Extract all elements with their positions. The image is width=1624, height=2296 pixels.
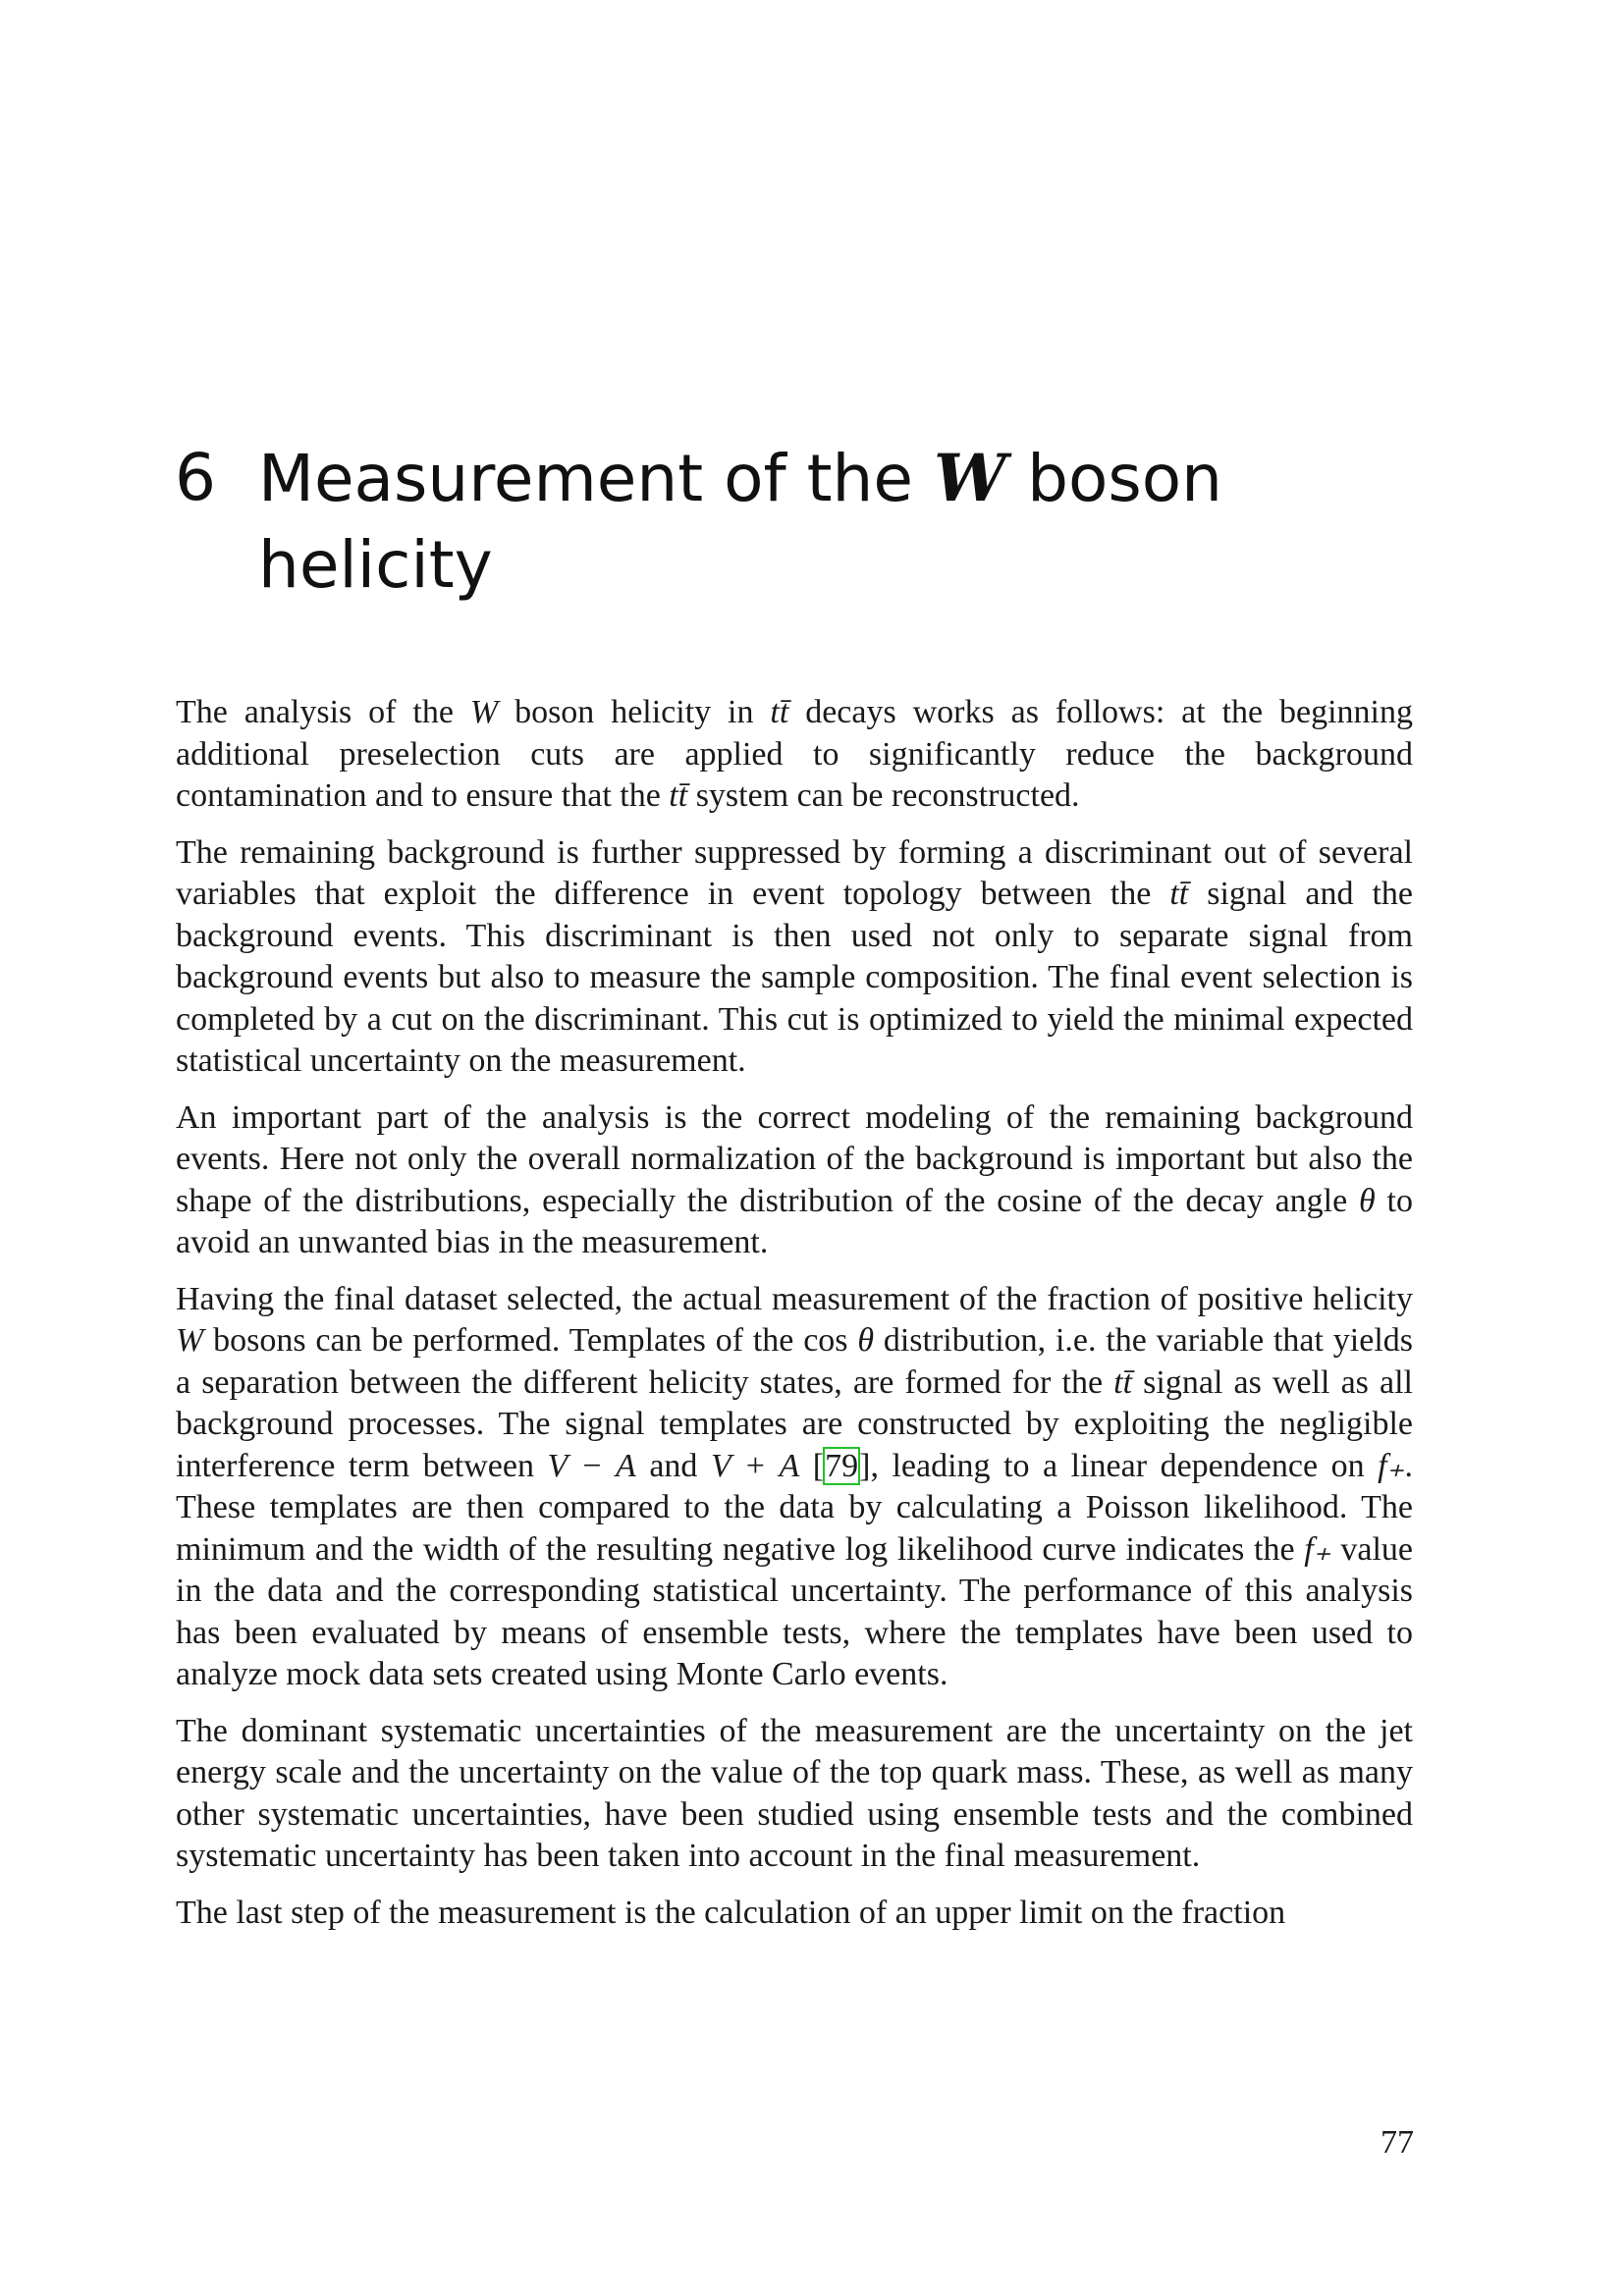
math-symbol: tt̄ bbox=[1113, 1363, 1133, 1401]
citation-link[interactable]: 79 bbox=[825, 1447, 859, 1484]
text-run: [ bbox=[799, 1447, 825, 1484]
text-run: The remaining background is further suppressed by forming a discriminant out of several variables that exploit the difference in event topology between the bbox=[176, 833, 1413, 912]
text-run: ], leading to a linear dependence on bbox=[859, 1447, 1379, 1484]
text-run: An important part of the analysis is the correct modeling of the remaining background events. Here not only the overall normalization of the background is important but also the shape of the distributions, especially the distribution of the cosine of the decay angle bbox=[176, 1098, 1413, 1219]
math-symbol: θ bbox=[857, 1322, 875, 1359]
text-run: The analysis of the bbox=[176, 694, 470, 730]
text-run: Having the final dataset selected, the actual measurement of the fraction of positive helicity bbox=[176, 1280, 1413, 1317]
chapter-number: 6 bbox=[175, 440, 216, 515]
chapter-title bbox=[258, 435, 1432, 609]
math-symbol: tt̄ bbox=[669, 777, 688, 814]
text-run: to avoid an unwanted bias in the measurement. bbox=[176, 1182, 1413, 1260]
chapter-heading bbox=[175, 435, 1432, 609]
paragraph-3 bbox=[176, 1097, 1413, 1264]
math-symbol: θ bbox=[1359, 1182, 1376, 1219]
math-symbol: f₊ bbox=[1304, 1530, 1331, 1568]
chapter-body bbox=[176, 692, 1413, 1949]
text-run: . These templates are then compared to the data by calculating a Poisson likelihood. The minimum and the width of the resulting negative log likelihood curve indicates the bbox=[176, 1447, 1413, 1568]
chapter-title-symbol: W bbox=[933, 440, 1007, 516]
chapter-title-part: Measurement of the bbox=[258, 441, 934, 516]
math-symbol: f₊ bbox=[1378, 1447, 1405, 1484]
chapter-title-part: boson helicity bbox=[258, 441, 1222, 603]
math-symbol: V + A bbox=[710, 1447, 800, 1484]
text-run: bosons can be performed. Templates of the cos bbox=[203, 1322, 858, 1359]
text-run: signal as well as all background processes. The signal templates are constructed by exploiting the negligible interference term between bbox=[176, 1363, 1413, 1484]
text-run: boson helicity in bbox=[498, 694, 771, 730]
text-run: decays works as follows: at the beginning additional preselection cuts are applied to significantly reduce the background contamination and to ensure that the bbox=[176, 694, 1414, 814]
paragraph-6: The last step of the measurement is the calculation of an upper limit on the fraction bbox=[176, 1894, 1286, 1931]
math-symbol: tt̄ bbox=[770, 694, 789, 730]
math-symbol: W bbox=[176, 1322, 204, 1359]
text-run: distribution, i.e. the variable that yields a separation between the different helicity states, are formed for the bbox=[176, 1322, 1414, 1401]
math-symbol: tt̄ bbox=[1169, 876, 1189, 912]
text-run: value in the data and the corresponding statistical uncertainty. The performance of this analysis has been evaluated by means of ensemble tests, where the templates have been used to analyze mock data sets created using Monte Carlo events. bbox=[176, 1530, 1413, 1692]
page-number: 77 bbox=[1380, 2124, 1414, 2161]
text-run: and bbox=[635, 1447, 711, 1484]
text-run: signal and the background events. This discriminant is then used not only to separate signal from background events but also to measure the sample composition. The final event selection is completed by a cut on the discriminant. This cut is optimized to yield the minimal expected statistical uncertainty on the measurement. bbox=[176, 876, 1414, 1079]
text-run: system can be reconstructed. bbox=[687, 777, 1080, 814]
paragraph-5: The dominant systematic uncertainties of the measurement are the uncertainty on the jet energy scale and the uncertainty on the value of the top quark mass. These, as well as many other systematic uncertainties, have been studied using ensemble tests and the combined systematic uncertainty has been taken into account in the final measurement. bbox=[176, 1712, 1413, 1874]
math-symbol: V − A bbox=[547, 1447, 636, 1484]
math-symbol: W bbox=[469, 694, 499, 730]
paragraph-2 bbox=[176, 832, 1413, 1083]
paragraph-4 bbox=[176, 1279, 1413, 1696]
paragraph-1 bbox=[176, 692, 1413, 818]
